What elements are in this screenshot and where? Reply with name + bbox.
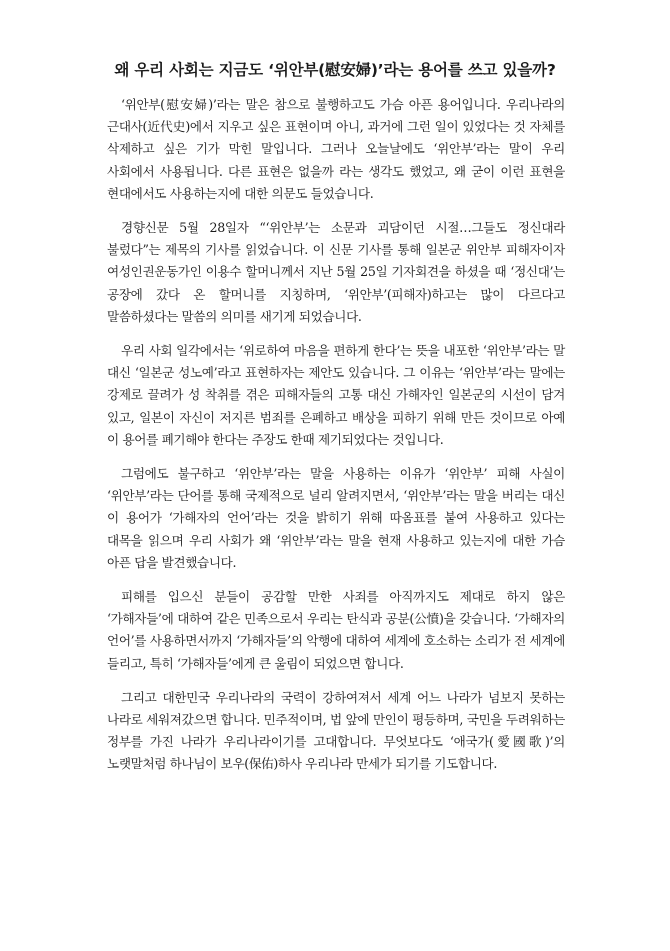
document-body xyxy=(107,94,565,788)
paragraph-5: 피해를 입으신 분들이 공감할 만한 사죄를 아직까지도 제대로 하지 않은 ‘가해자들’에 대하여 같은 민족으로서 우리는 탄식과 공분(公憤)을 갖습니다. ‘가해자의 언어’를 사용하면서까지 ‘가해자들’의 악행에 대하여 세계에 호소하는 소리가 전 세계에 들리고, 특히 ‘가해자들’에게 큰 울림이 되었으면 합니다. xyxy=(107,589,565,671)
document-title: 왜 우리 사회는 지금도 ‘위안부(慰安婦)’라는 용어를 쓰고 있을까? xyxy=(114,61,556,79)
paragraph-4: 그럼에도 불구하고 ‘위안부’라는 말을 사용하는 이유가 ‘위안부’ 피해 사실이 ‘위안부’라는 단어를 통해 국제적으로 널리 알려지면서, ‘위안부’라는 말을 버리는 대신 이 용어가 ‘가해자의 언어’라는 것을 밝히기 위해 따옴표를 붙여 사용하고 있다는 대목을 읽으며 우리 사회가 왜 ‘위안부’라는 말을 현재 사용하고 있는지에 대한 가슴 아픈 답을 발견했습니다. xyxy=(107,466,565,570)
paragraph-3: 우리 사회 일각에서는 ‘위로하여 마음을 편하게 한다’는 뜻을 내포한 ‘위안부’라는 말 대신 ‘일본군 성노예’라고 표현하자는 제안도 있습니다. 그 이유는 ‘위안부’라는 말에는 강제로 끌려가 성 착취를 겪은 피해자들의 고통 대신 가해자인 일본군의 시선이 담겨 있고, 일본이 자신이 저지른 범죄를 은폐하고 배상을 피하기 위해 만든 것이므로 아예 이 용어를 폐기해야 한다는 주장도 한때 제기되었다는 것입니다. xyxy=(107,343,565,447)
paragraph-1: ‘위안부(慰安婦)’라는 말은 참으로 불행하고도 가슴 아픈 용어입니다. 우리나라의 근대사(近代史)에서 지우고 싶은 표현이며 아니, 과거에 그런 일이 있었다는 것 자체를 삭제하고 싶은 기가 막힌 말입니다. 그러나 오늘날에도 ‘위안부’라는 말이 우리 사회에서 사용됩니다. 다른 표현은 없을까 라는 생각도 했었고, 왜 굳이 이런 표현을 현대에서도 사용하는지에 대한 의문도 들었습니다. xyxy=(107,97,565,201)
paragraph-2: 경향신문 5월 28일자 “‘위안부’는 소문과 괴담이던 시절…그들도 정신대라 불렀다”는 제목의 기사를 읽었습니다. 이 신문 기사를 통해 일본군 위안부 피해자이자 여성인권운동가인 이용수 할머니께서 지난 5월 25일 기자회견을 하셨을 때 ‘정신대’는 공장에 갔다 온 할머니를 지칭하며, ‘위안부’(피해자)하고는 많이 다르다고 말씀하셨다는 말씀의 의미를 새기게 되었습니다. xyxy=(107,220,565,324)
paragraph-6: 그리고 대한민국 우리나라의 국력이 강하여져서 세계 어느 나라가 넘보지 못하는 나라로 세워져갔으면 합니다. 민주적이며, 법 앞에 만인이 평등하며, 국민을 두려워하는 정부를 가진 나라가 우리나라이기를 고대합니다. 무엇보다도 ‘애국가(愛國歌)’의 노랫말처럼 하나님이 보우(保佑)하사 우리나라 만세가 되기를 기도합니다. xyxy=(107,689,565,772)
